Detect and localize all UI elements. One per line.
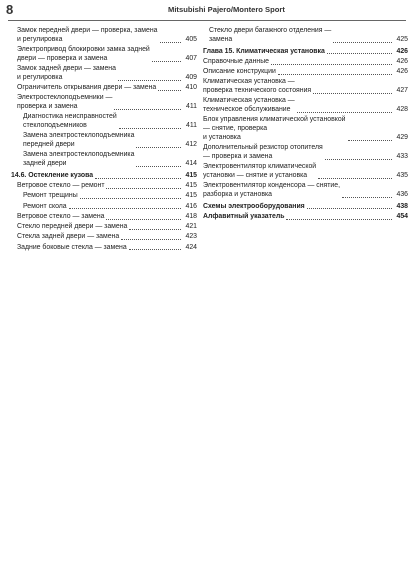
- toc-entry-page: 427: [396, 87, 408, 94]
- toc-entry-title: Стекло двери багажного отделения — замена: [209, 27, 332, 43]
- toc-entry-title: Климатическая установка — техническое обслуживание: [203, 97, 295, 113]
- toc-entry: [11, 192, 197, 201]
- toc-entry-page: 411: [186, 122, 197, 129]
- dot-leader: [271, 64, 392, 65]
- toc-entry-page: 415: [185, 192, 197, 200]
- toc-entry-title: Алфавитный указатель: [203, 212, 285, 220]
- toc-entry-title: Ветровое стекло — замена: [17, 212, 105, 220]
- toc-entry-title: Ремонт скола: [23, 202, 67, 210]
- toc-entry-page: 426: [396, 68, 408, 75]
- toc-entry-page: 454: [396, 212, 408, 220]
- header-rule: [8, 20, 406, 21]
- dot-leader: [129, 249, 181, 250]
- toc-entry: [203, 48, 408, 57]
- toc-entry-title: Электровентилятор климатической установки — снятие и установка: [203, 163, 317, 179]
- dot-leader: [69, 208, 181, 209]
- toc-entry-title: Климатическая установка — проверка технического состояния: [203, 78, 312, 94]
- toc-entry-page: 415: [185, 171, 197, 179]
- dot-leader: [333, 42, 392, 43]
- toc-entry-title: Диагностика неисправностей стеклоподъемников: [23, 113, 117, 129]
- toc-entry-page: 409: [185, 73, 197, 81]
- toc-right-column: [203, 27, 408, 222]
- toc-entry: [203, 27, 408, 45]
- toc-entry-title: Стекло передней двери — замена: [17, 223, 128, 230]
- toc-entry-title: Ограничитель открывания двери — замена: [17, 84, 157, 91]
- toc-entry: [203, 144, 408, 162]
- toc-entry: [11, 27, 197, 45]
- toc-entry-title: Электростеклоподъемники — проверка и замена: [17, 94, 113, 110]
- toc-entry: [203, 58, 408, 67]
- toc-entry-title: Электропривод блокировки замка задней двери — проверка и замена: [17, 46, 150, 62]
- toc-entry-title: Замок задней двери — замена и регулировка: [17, 65, 116, 81]
- toc-entry: [11, 94, 197, 112]
- dot-leader: [278, 74, 392, 75]
- running-title: Mitsubishi Pajero/Montero Sport: [168, 5, 285, 14]
- toc-entry-page: 405: [185, 35, 197, 43]
- toc-entry-title: Схемы электрооборудования: [203, 202, 305, 210]
- dot-leader: [318, 178, 392, 179]
- toc-entry: [11, 233, 197, 242]
- dot-leader: [297, 112, 392, 113]
- toc-entry-page: 423: [185, 233, 197, 241]
- dot-leader: [286, 219, 392, 220]
- toc-entry: [203, 97, 408, 115]
- toc-entry-title: Замок передней двери — проверка, замена и регулировка: [17, 27, 158, 43]
- toc-entry-page: 435: [396, 171, 408, 179]
- dot-leader: [95, 178, 181, 179]
- dot-leader: [136, 166, 181, 167]
- toc-entry: [203, 78, 408, 96]
- toc-entry-page: 429: [396, 133, 408, 141]
- toc-entry: [11, 84, 197, 93]
- toc-entry-page: 433: [396, 152, 408, 160]
- toc-entry: [11, 113, 197, 131]
- dot-leader: [342, 197, 392, 198]
- dot-leader: [129, 229, 181, 230]
- toc-entry: [11, 223, 197, 232]
- toc-entry-title: Глава 15. Климатическая установка: [203, 47, 325, 55]
- toc-entry-title: Задние боковые стекла — замена: [17, 243, 127, 251]
- toc-entry: [203, 116, 408, 142]
- toc-entry: [11, 151, 197, 169]
- toc-entry: [11, 172, 197, 181]
- toc-entry-title: 14.6. Остекление кузова: [11, 171, 94, 179]
- toc-entry: [11, 203, 197, 212]
- toc-entry-page: 412: [185, 141, 197, 148]
- toc-entry: [11, 132, 197, 150]
- dot-leader: [121, 239, 181, 240]
- dot-leader: [160, 42, 182, 43]
- toc-entry-title: Стекла задней двери — замена: [17, 233, 120, 241]
- toc-entry-title: Электровентилятор конденсора — снятие, разборка и установка: [203, 182, 340, 198]
- dot-leader: [118, 80, 181, 81]
- dot-leader: [313, 93, 392, 94]
- toc-entry-page: 407: [185, 54, 197, 62]
- dot-leader: [119, 128, 181, 129]
- toc-entry-title: Ветровое стекло — ремонт: [17, 182, 105, 189]
- dot-leader: [106, 188, 181, 189]
- toc-entry: [203, 203, 408, 212]
- toc-entry-title: Дополнительный резистор отопителя — проверка и замена: [203, 144, 323, 160]
- toc-entry-page: 438: [396, 202, 408, 210]
- dot-leader: [327, 53, 392, 54]
- dot-leader: [80, 198, 181, 199]
- page-header: [0, 0, 409, 21]
- toc-entry-title: Блок управления климатической установкой — снятие, проверка и установка: [203, 116, 346, 141]
- toc-entry-title: Описание конструкции: [203, 68, 276, 75]
- dot-leader: [325, 159, 392, 160]
- toc-entry-page: 428: [396, 106, 408, 113]
- toc-entry: [11, 46, 197, 64]
- dot-leader: [152, 61, 181, 62]
- toc-entry-page: 416: [185, 202, 197, 210]
- toc-entry-page: 426: [396, 47, 408, 55]
- toc-entry-page: 418: [185, 212, 197, 220]
- toc-entry: [203, 163, 408, 181]
- toc-entry-page: 425: [396, 35, 408, 43]
- toc-entry-title: Ремонт трещины: [23, 192, 78, 200]
- toc-left-column: [11, 27, 197, 252]
- toc-entry-title: Справочные данные: [203, 57, 269, 65]
- toc-entry-page: 410: [185, 84, 197, 91]
- toc-entry-page: 421: [185, 223, 197, 230]
- toc-entry: [11, 65, 197, 83]
- toc-entry: [203, 213, 408, 222]
- toc-entry-page: 414: [185, 160, 197, 167]
- dot-leader: [158, 90, 181, 91]
- toc-entry-title: Замена электростеклоподъемника передней двери: [23, 132, 135, 148]
- toc-entry: [11, 182, 197, 191]
- toc-entry: [11, 213, 197, 222]
- toc-entry-page: 424: [185, 243, 197, 251]
- toc-entry: [203, 68, 408, 77]
- dot-leader: [106, 219, 181, 220]
- dot-leader: [114, 109, 181, 110]
- toc-entry-title: Замена электростеклоподъемника задней двери: [23, 151, 135, 167]
- page-number: 8: [6, 2, 14, 17]
- dot-leader: [136, 147, 181, 148]
- toc-entry-page: 411: [186, 103, 197, 110]
- dot-leader: [307, 208, 392, 209]
- toc-entry-page: 415: [185, 182, 197, 189]
- dot-leader: [348, 140, 392, 141]
- toc-entry: [11, 244, 197, 253]
- toc-entry: [203, 182, 408, 200]
- toc-entry-page: 426: [396, 57, 408, 65]
- toc-entry-page: 436: [396, 190, 408, 198]
